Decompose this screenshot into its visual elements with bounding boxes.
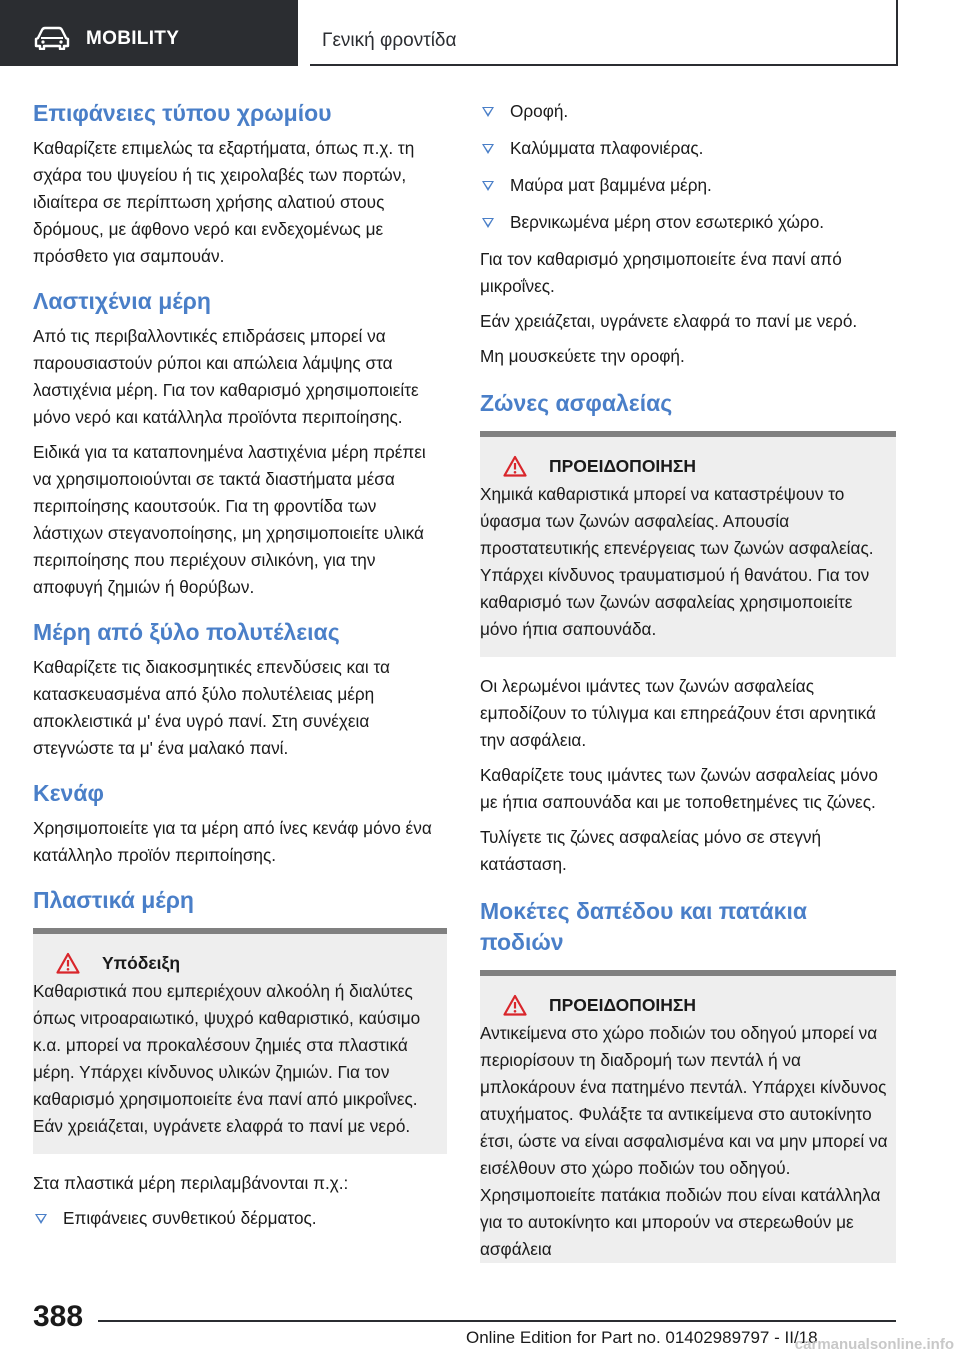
section-title: Ζώνες ασφαλείας bbox=[480, 390, 673, 416]
notice-box bbox=[33, 928, 447, 1154]
notice-text: Χημικά καθαριστικά μπορεί να καταστρέψουν το ύφασμα των ζωνών ασφαλείας. Απουσία προστατευτικής επενέργειας των ζωνών ασφαλείας. Υπάρχει κίνδυνος τραυματισμού ή θανάτου. Για τον καθαρισμό των ζωνών ασφαλείας χρησιμοποιείτε μόνο ήπια σαπουνάδα. bbox=[480, 484, 874, 639]
list-item bbox=[480, 209, 896, 236]
paragraph: Καθαρίζετε τις διακοσμητικές επενδύσεις και τα κατασκευασμένα από ξύλο πολυτέλειας μέρη αποκλειστικά μ' ένα υγρό πανί. Στη συνέχεια στεγνώστε τα μ' ένα μαλακό πανί. bbox=[33, 657, 390, 758]
chapter-box bbox=[310, 0, 898, 66]
paragraph: Εάν χρειάζεται, υγράνετε ελαφρά το πανί με νερό. bbox=[480, 311, 858, 331]
triangle-bullet-icon bbox=[482, 144, 494, 154]
section-chrome bbox=[33, 98, 447, 270]
list-item bbox=[480, 135, 896, 162]
watermark: carmanualsonline.info bbox=[794, 1336, 954, 1353]
triangle-bullet-icon bbox=[35, 1214, 47, 1224]
triangle-bullet-icon bbox=[482, 181, 494, 191]
paragraph: Οι λερωμένοι ιμάντες των ζωνών ασφαλείας εμποδίζουν το τύλιγμα και επηρεάζουν έτσι αρνητικά την ασφάλεια. bbox=[480, 676, 876, 750]
right-column bbox=[480, 98, 896, 1279]
list-item-text: Επιφάνειες συνθετικού δέρματος. bbox=[63, 1208, 317, 1228]
car-icon bbox=[34, 26, 70, 50]
notice-box bbox=[480, 970, 896, 1263]
warning-triangle-icon bbox=[56, 952, 80, 974]
notice-header bbox=[503, 994, 896, 1016]
paragraph: Από τις περιβαλλοντικές επιδράσεις μπορεί να παρουσιαστούν ρύποι και απώλεια λάμψης στα λαστιχένια μέρη. Για τον καθαρισμό χρησιμοποιείτε μόνο νερό και κατάλληλα προϊόντα περιποίησης. bbox=[33, 326, 419, 427]
list-item-text: Καλύμματα πλαφονιέρας. bbox=[510, 138, 704, 158]
list-item-text: Μαύρα ματ βαμμένα μέρη. bbox=[510, 175, 712, 195]
section-seatbelts bbox=[480, 388, 896, 878]
section-title: Επιφάνειες τύπου χρωμίου bbox=[33, 100, 332, 126]
notice-text: Αντικείμενα στο χώρο ποδιών του οδηγού μπορεί να περιορίσουν τη διαδρομή των πεντάλ ή να μπλοκάρουν ένα πατημένο πεντάλ. Υπάρχει κίνδυνος ατυχήματος. Φυλάξτε τα αντικείμενα στο αυτοκίνητο έτσι, ώστε να είναι ασφαλισμένα και να μην μπορεί να εισέλθουν στο χώρο ποδιών του οδηγού. Χρησιμοποιείτε πατάκια ποδιών που είναι κατάλληλα για το αυτοκίνητο και μπορούν να στερεωθούν με ασφάλεια bbox=[480, 1023, 888, 1259]
paragraph: Χρησιμοποιείτε για τα μέρη από ίνες κενάφ μόνο ένα κατάλληλο προϊόν περιποίησης. bbox=[33, 818, 432, 865]
list-item bbox=[480, 98, 896, 125]
notice-header bbox=[56, 952, 447, 974]
notice-title: ΠΡΟΕΙΔΟΠΟΙΗΣΗ bbox=[549, 455, 697, 476]
footer-divider bbox=[98, 1320, 896, 1322]
section-wood bbox=[33, 617, 447, 762]
bullet-list bbox=[480, 98, 896, 236]
warning-triangle-icon bbox=[503, 455, 527, 477]
left-column bbox=[33, 98, 447, 1248]
brand-label: MOBILITY bbox=[86, 28, 180, 49]
paragraph: Τυλίγετε τις ζώνες ασφαλείας μόνο σε στεγνή κατάσταση. bbox=[480, 827, 822, 874]
list-item bbox=[33, 1205, 447, 1232]
section-kenaf bbox=[33, 778, 447, 869]
list-item-text: Οροφή. bbox=[510, 101, 569, 121]
paragraph: Στα πλαστικά μέρη περιλαμβάνονται π.χ.: bbox=[33, 1173, 349, 1193]
triangle-bullet-icon bbox=[482, 218, 494, 228]
warning-triangle-icon bbox=[503, 994, 527, 1016]
chapter-title: Γενική φροντίδα bbox=[322, 30, 457, 51]
notice-title: Υπόδειξη bbox=[102, 952, 181, 973]
section-tab bbox=[0, 0, 298, 66]
paragraph: Για τον καθαρισμό χρησιμοποιείτε ένα πανί από μικροΐνες. bbox=[480, 249, 842, 296]
section-title: Πλαστικά μέρη bbox=[33, 887, 194, 913]
section-title: Λαστιχένια μέρη bbox=[33, 288, 211, 314]
notice-header bbox=[503, 455, 896, 477]
bullet-list bbox=[33, 1205, 447, 1232]
notice-title: ΠΡΟΕΙΔΟΠΟΙΗΣΗ bbox=[549, 994, 697, 1015]
section-rubber bbox=[33, 286, 447, 601]
section-title: Μοκέτες δαπέδου και πατάκια ποδιών bbox=[480, 898, 807, 955]
section-title: Μέρη από ξύλο πολυτέλειας bbox=[33, 619, 340, 645]
paragraph: Καθαρίζετε επιμελώς τα εξαρτήματα, όπως π.χ. τη σχάρα του ψυγείου ή τις χειρολαβές των πορτών, ιδιαίτερα σε περίπτωση χρήσης αλατιού στους δρόμους, με άφθονο νερό και ενδεχομένως με πρόσθετο για σαμπουάν. bbox=[33, 138, 415, 266]
page-number: 388 bbox=[33, 1300, 84, 1333]
paragraph: Καθαρίζετε τους ιμάντες των ζωνών ασφαλείας μόνο με ήπια σαπουνάδα και με τοποθετημένες τις ζώνες. bbox=[480, 765, 878, 812]
list-item-text: Βερνικωμένα μέρη στον εσωτερικό χώρο. bbox=[510, 212, 825, 232]
section-title: Κενάφ bbox=[33, 780, 104, 806]
notice-text: Καθαριστικά που εμπεριέχουν αλκοόλη ή διαλύτες όπως νιτροαραιωτικό, ψυχρό καθαριστικό, καύσιμο κ.α. μπορεί να προκαλέσουν ζημιές στα πλαστικά μέρη. Υπάρχει κίνδυνος υλικών ζημιών. Για τον καθαρισμό χρησιμοποιείτε ένα πανί από μικροΐνες. Εάν χρειάζεται, υγράνετε ελαφρά το πανί με νερό. bbox=[33, 981, 421, 1136]
page-header bbox=[0, 0, 960, 66]
edition-text: Online Edition for Part no. 01402989797 - II/18 bbox=[466, 1328, 818, 1347]
paragraph: Ειδικά για τα καταπονημένα λαστιχένια μέρη πρέπει να χρησιμοποιούνται σε τακτά διαστήματα μέσα περιποίησης καουτσούκ. Για τη φροντίδα των λάστιχων στεγανοποίησης, μη χρησιμοποιείτε υλικά περιποίησης που περιέχουν σιλικόνη, για την αποφυγή ζημιών ή θορύβων. bbox=[33, 442, 426, 597]
notice-box bbox=[480, 431, 896, 657]
triangle-bullet-icon bbox=[482, 107, 494, 117]
paragraph: Μη μουσκεύετε την οροφή. bbox=[480, 346, 685, 366]
section-plastic bbox=[33, 885, 447, 1232]
list-item bbox=[480, 172, 896, 199]
section-floor-mats bbox=[480, 896, 896, 1263]
